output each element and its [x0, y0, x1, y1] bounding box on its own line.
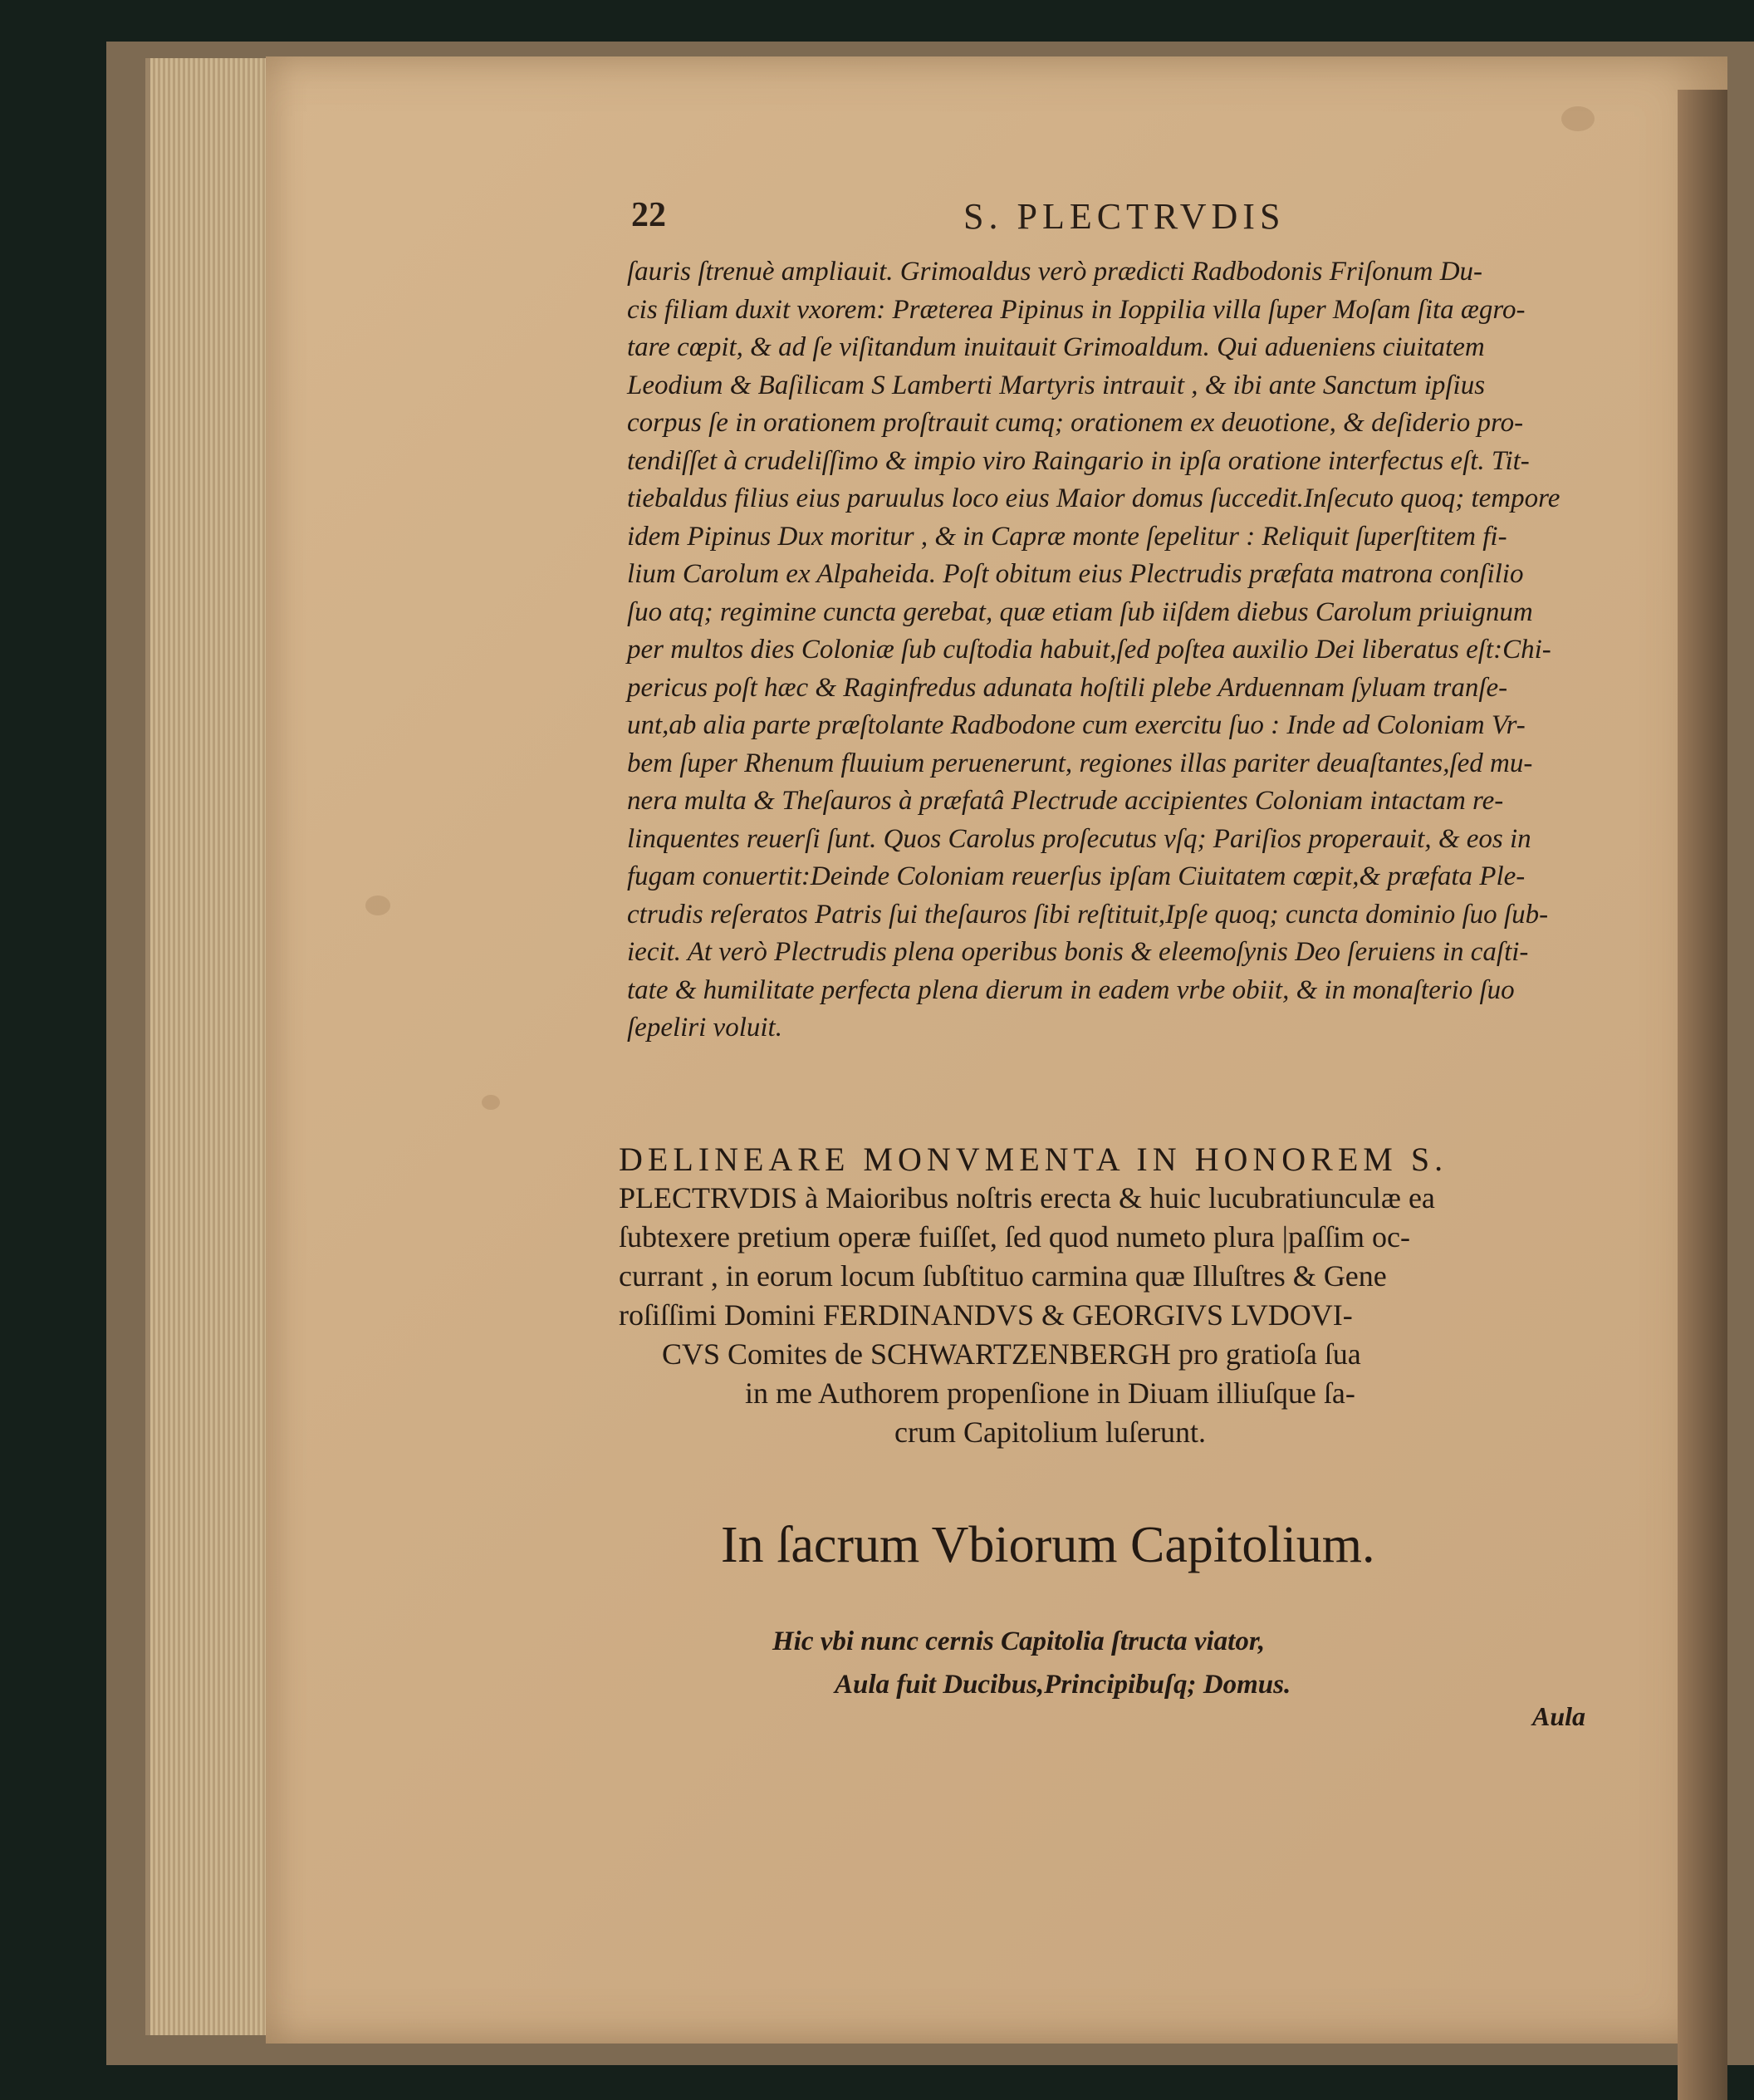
running-head	[631, 195, 1595, 245]
text-line: ſuo atq; regimine cuncta gerebat, quæ etiam ſub iiſdem diebus Carolum priuignum	[627, 596, 1533, 627]
text-line: PLECTRVDIS à Maioribus noſtris erecta & huic lucubratiunculæ ea	[619, 1181, 1435, 1214]
text-line: ſubtexere pretium operæ fuiſſet, ſed quod numeto plura |paſſim oc-	[619, 1220, 1410, 1254]
text-line: per multos dies Coloniæ ſub cuſtodia habuit,ſed poſtea auxilio Dei liberatus eſt:Chi-	[627, 635, 1551, 665]
roman-paragraph	[619, 1140, 1615, 1452]
text-line: ſepeliri voluit.	[627, 1013, 782, 1043]
book-spine	[1678, 90, 1727, 2100]
foxing-stain	[1561, 106, 1595, 131]
text-line: tendiſſet à crudeliſſimo & impio viro Raingario in ipſa oratione interfectus eſt. Tit-	[627, 445, 1530, 476]
text-line: corpus ſe in orationem proſtrauit cumq; orationem ex deuotione, & deſiderio pro-	[627, 408, 1524, 438]
catchword: Aula	[1532, 1701, 1586, 1731]
verse-title: In ſacrum Vbiorum Capitolium.	[721, 1517, 1375, 1573]
text-line: in me Authorem propenſione in Diuam illiuſque ſa-	[745, 1376, 1355, 1410]
text-line: tate & humilitate perfecta plena dierum in eadem vrbe obiit, & in monaſterio ſuo	[627, 974, 1515, 1005]
text-line: tiebaldus filius eius paruulus loco eius Maior domus ſuccedit.Inſecuto quoq; tempore	[627, 483, 1560, 513]
text-line: ſauris ſtrenuè ampliauit. Grimoaldus verò prædicti Radbodonis Friſonum Du-	[627, 257, 1483, 287]
text-line: unt,ab alia parte præſtolante Radbodone cum exercitu ſuo : Inde ad Coloniam Vr-	[627, 710, 1526, 740]
text-line: cis filiam duxit vxorem: Præterea Pipinus in Ioppilia villa ſuper Moſam ſita ægro-	[627, 294, 1526, 325]
text-line: fugam conuertit:Deinde Coloniam reuerſus ipſam Ciuitatem cœpit,& præfata Ple-	[627, 861, 1526, 891]
text-line: roſiſſimi Domini FERDINANDVS & GEORGIVS LVDOVI-	[619, 1298, 1353, 1332]
foxing-stain	[365, 895, 390, 915]
foxing-stain	[482, 1095, 500, 1110]
text-line: Leodium & Baſilicam S Lamberti Martyris intrauit , & ibi ante Sanctum ipſius	[627, 370, 1486, 400]
verse-line: Hic vbi nunc cernis Capitolia ſtructa viator,	[772, 1627, 1266, 1656]
page-edges	[145, 58, 275, 2035]
text-line: iecit. At verò Plectrudis plena operibus bonis & eleemoſynis Deo ſeruiens in caſti-	[627, 937, 1529, 967]
italic-body-text	[627, 253, 1599, 1048]
text-line: ctrudis reſeratos Patris ſui theſauros ſibi reſtituit,Ipſe quoq; cuncta dominio ſuo ſub-	[627, 899, 1549, 930]
text-line: bem ſuper Rhenum fluuium peruenerunt, regiones illas pariter deuaſtantes,ſed mu-	[627, 748, 1533, 778]
running-title: S. PLECTRVDIS	[963, 196, 1286, 237]
text-line: lium Carolum ex Alpaheida. Poſt obitum eius Plectrudis præfata matrona conſilio	[627, 559, 1524, 589]
page-number: 22	[631, 196, 666, 234]
text-line: idem Pipinus Dux moritur , & in Capræ monte ſepelitur : Reliquit ſuperſtitem fi-	[627, 521, 1507, 552]
verse-line: Aula fuit Ducibus,Principibuſq; Domus.	[835, 1670, 1291, 1700]
text-line: currant , in eorum locum ſubſtituo carmina quæ Illuſtres & Gene	[619, 1259, 1387, 1293]
text-line: tare cœpit, & ad ſe viſitandum inuitauit Grimoaldum. Qui adueniens ciuitatem	[627, 332, 1485, 362]
text-line: crum Capitolium luſerunt.	[894, 1416, 1206, 1449]
text-line: CVS Comites de SCHWARTZENBERGH pro gratioſa ſua	[662, 1337, 1361, 1371]
text-line: pericus poſt hæc & Raginfredus adunata hoſtili plebe Arduennam ſyluam tranſe-	[627, 672, 1508, 703]
text-line: DELINEARE MONVMENTA IN HONOREM S.	[619, 1141, 1448, 1178]
text-line: nera multa & Theſauros à præfatâ Plectrude accipientes Coloniam intactam re-	[627, 786, 1504, 816]
text-line: linquentes reuerſi ſunt. Quos Carolus proſecutus vſq; Pariſios properauit, & eos in	[627, 823, 1531, 854]
verse-lines	[772, 1620, 1291, 1706]
